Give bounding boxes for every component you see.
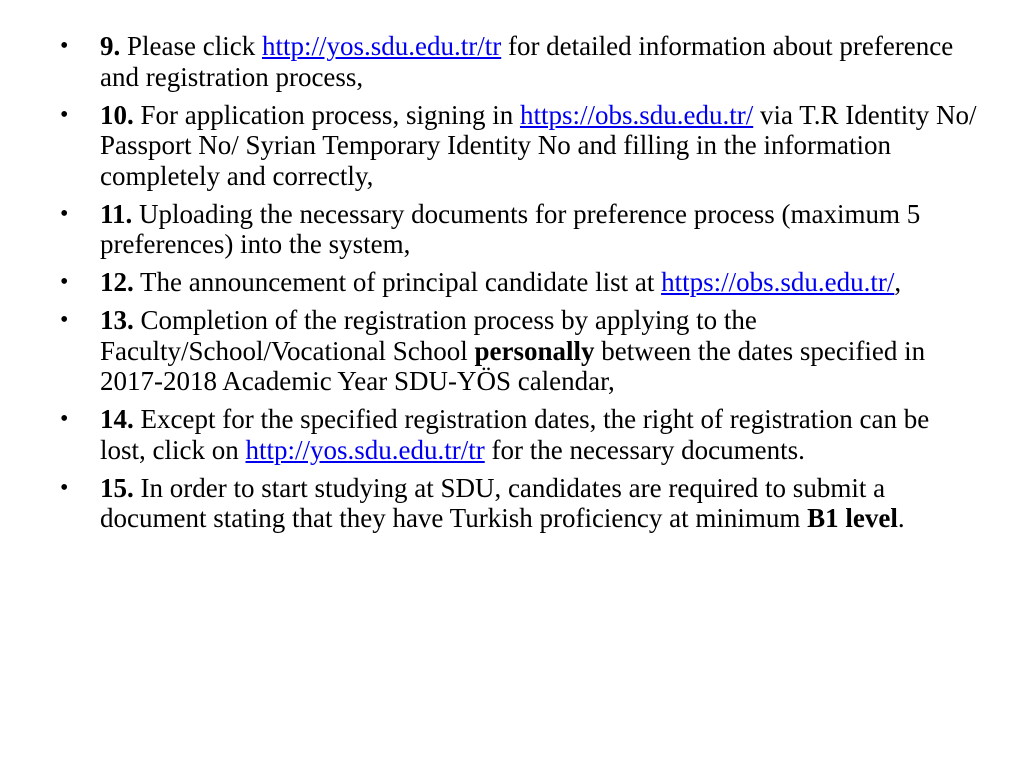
item-text: Uploading the necessary documents for preference process (maximum 5 preferences) into the system,	[100, 198, 921, 259]
bullet-icon: •	[60, 101, 69, 128]
yos-link[interactable]: http://yos.sdu.edu.tr/tr	[245, 434, 485, 465]
emphasis-text: B1 level	[807, 503, 898, 533]
item-text: Except for the specified registration dates, the right of registration can be lost, click on	[100, 404, 930, 465]
list-item-14	[60, 404, 980, 465]
obs-link[interactable]: https://obs.sdu.edu.tr/	[661, 267, 895, 297]
item-text: Please click	[120, 31, 262, 61]
item-number: 12.	[100, 267, 134, 297]
bullet-icon: •	[60, 406, 69, 432]
item-text: For application process, signing in	[133, 99, 520, 130]
item-number: 13.	[100, 305, 134, 335]
item-text: for the necessary documents.	[484, 434, 805, 465]
bullet-icon: •	[60, 307, 69, 333]
item-number: 9.	[100, 31, 121, 61]
item-text: via T.R Identity No/ Passport No/ Syrian Temporary Identity No and filling in the information completely and correctly,	[100, 99, 977, 191]
list-item-15	[60, 472, 980, 534]
bullet-icon: •	[60, 474, 69, 501]
yos-link[interactable]: http://yos.sdu.edu.tr/tr	[261, 31, 502, 61]
emphasis-text: personally	[474, 335, 595, 366]
bullet-icon: •	[60, 200, 69, 227]
item-number: 10.	[100, 99, 134, 130]
list-item-11	[60, 198, 980, 260]
item-text: for detailed information about preference and registration process,	[100, 31, 954, 92]
bullet-icon: •	[60, 33, 69, 59]
item-text: Completion of the registration process by applying to the Faculty/School/Vocational School	[100, 305, 757, 366]
item-text: The announcement of principal candidate list at	[133, 267, 662, 297]
item-text: In order to start studying at SDU, candidates are required to submit a document stating that they have Turkish proficiency at minimum	[100, 472, 886, 533]
list-item-12	[60, 267, 980, 298]
item-number: 11.	[100, 198, 133, 229]
obs-link[interactable]: https://obs.sdu.edu.tr/	[519, 99, 754, 130]
item-text: between the dates specified in 2017-2018 Academic Year SDU-YÖS calendar,	[100, 335, 926, 396]
item-number: 15.	[100, 472, 134, 503]
item-text: .	[897, 503, 905, 533]
item-number: 14.	[100, 404, 134, 434]
bullet-icon: •	[60, 269, 69, 295]
instructions-list	[60, 31, 980, 541]
list-item-13	[60, 305, 980, 397]
list-item-9	[60, 31, 980, 92]
list-item-10	[60, 99, 980, 192]
item-text: ,	[894, 267, 902, 297]
